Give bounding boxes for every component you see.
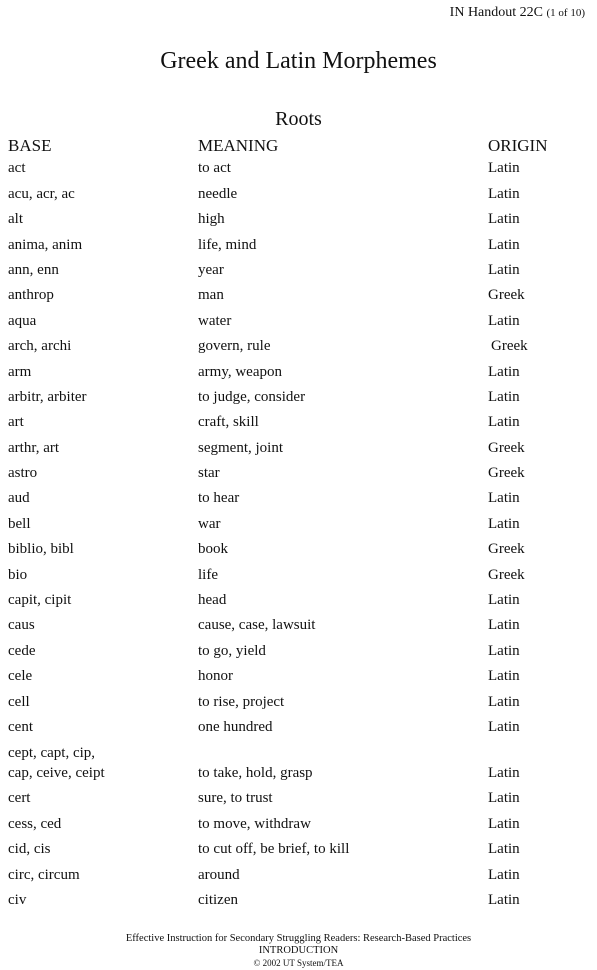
base-cell-line: cap, ceive, ceipt bbox=[8, 764, 105, 781]
column-header-base: BASE bbox=[8, 136, 52, 155]
meaning-cell: to move, withdraw bbox=[198, 815, 311, 832]
meaning-cell: head bbox=[198, 592, 227, 609]
meaning-cell: star bbox=[198, 465, 220, 482]
table-row bbox=[0, 839, 597, 864]
page-count: (1 of 10) bbox=[546, 7, 585, 19]
origin-cell: Latin bbox=[488, 866, 520, 883]
meaning-cell: life bbox=[198, 566, 218, 583]
base-cell: capit, cipit bbox=[8, 592, 72, 609]
base-cell: cid, cis bbox=[8, 841, 51, 858]
base-cell: civ bbox=[8, 891, 27, 908]
meaning-cell: one hundred bbox=[198, 718, 273, 735]
origin-cell: Latin bbox=[488, 891, 520, 908]
table-row bbox=[0, 691, 597, 716]
origin-cell: Greek bbox=[488, 439, 525, 456]
column-header-origin: ORIGIN bbox=[488, 136, 548, 155]
base-cell: cess, ced bbox=[8, 815, 62, 832]
meaning-cell: water bbox=[198, 312, 232, 329]
origin-cell: Latin bbox=[488, 764, 520, 781]
table-row bbox=[0, 209, 597, 234]
base-cell: ann, enn bbox=[8, 261, 59, 278]
origin-cell: Latin bbox=[488, 515, 520, 532]
origin-cell: Latin bbox=[488, 642, 520, 659]
table-row bbox=[0, 666, 597, 691]
origin-cell: Greek bbox=[488, 541, 525, 558]
origin-cell: Latin bbox=[488, 718, 520, 735]
column-header-meaning: MEANING bbox=[198, 136, 279, 155]
page-footer bbox=[0, 933, 597, 969]
base-cell: arm bbox=[8, 363, 32, 380]
origin-cell: Latin bbox=[488, 185, 520, 202]
base-cell: cent bbox=[8, 718, 33, 735]
table-row bbox=[0, 788, 597, 813]
meaning-cell: to rise, project bbox=[198, 693, 285, 710]
base-cell: biblio, bibl bbox=[8, 541, 74, 558]
meaning-cell: sure, to trust bbox=[198, 790, 273, 807]
table-row bbox=[0, 260, 597, 285]
base-cell: acu, acr, ac bbox=[8, 185, 75, 202]
meaning-cell: needle bbox=[198, 185, 238, 202]
base-cell-line: cept, capt, cip, bbox=[8, 744, 96, 761]
table-row bbox=[0, 615, 597, 640]
origin-cell: Latin bbox=[488, 815, 520, 832]
base-cell: alt bbox=[8, 211, 23, 228]
meaning-cell: year bbox=[198, 261, 224, 278]
origin-cell: Latin bbox=[488, 668, 520, 685]
origin-cell: Latin bbox=[488, 490, 520, 507]
table-row bbox=[0, 387, 597, 412]
meaning-cell: cause, case, lawsuit bbox=[198, 617, 316, 634]
base-cell: anthrop bbox=[8, 287, 54, 304]
table-row bbox=[0, 158, 597, 183]
table-row bbox=[0, 590, 597, 615]
meaning-cell: army, weapon bbox=[198, 363, 282, 380]
meaning-cell: to act bbox=[198, 160, 231, 177]
origin-cell: Latin bbox=[488, 592, 520, 609]
base-cell: astro bbox=[8, 465, 38, 482]
origin-cell: Greek bbox=[488, 566, 525, 583]
handout-reference bbox=[450, 5, 585, 21]
handout-id: IN Handout 22C bbox=[449, 5, 543, 20]
table-row bbox=[0, 412, 597, 437]
base-cell: aqua bbox=[8, 312, 37, 329]
table-row bbox=[0, 717, 597, 742]
footer-section: INTRODUCTION bbox=[258, 945, 339, 956]
meaning-cell: to cut off, be brief, to kill bbox=[198, 841, 350, 858]
origin-cell: Latin bbox=[488, 693, 520, 710]
meaning-cell: high bbox=[198, 211, 225, 228]
meaning-cell: honor bbox=[198, 668, 233, 685]
meaning-cell: to hear bbox=[198, 490, 240, 507]
table-row bbox=[0, 864, 597, 889]
table-row bbox=[0, 234, 597, 259]
table-row bbox=[0, 437, 597, 462]
origin-cell: Latin bbox=[488, 617, 520, 634]
origin-cell: Latin bbox=[488, 363, 520, 380]
base-cell: bell bbox=[8, 515, 31, 532]
base-cell: arch, archi bbox=[8, 338, 72, 355]
meaning-cell: to go, yield bbox=[198, 642, 266, 659]
table-row bbox=[0, 488, 597, 513]
meaning-cell: book bbox=[198, 541, 228, 558]
table-row bbox=[0, 285, 597, 310]
origin-cell: Latin bbox=[488, 790, 520, 807]
table-row bbox=[0, 361, 597, 386]
origin-cell: Greek bbox=[491, 338, 528, 355]
table-row bbox=[0, 890, 597, 915]
morpheme-table bbox=[0, 158, 597, 915]
meaning-cell: to take, hold, grasp bbox=[198, 764, 313, 781]
origin-cell: Latin bbox=[488, 841, 520, 858]
footer-copyright: © 2002 UT System/TEA bbox=[253, 958, 344, 968]
origin-cell: Greek bbox=[488, 465, 525, 482]
meaning-cell: segment, joint bbox=[198, 439, 283, 456]
origin-cell: Latin bbox=[488, 211, 520, 228]
origin-cell: Greek bbox=[488, 287, 525, 304]
base-cell: arbitr, arbiter bbox=[8, 388, 87, 405]
base-cell: bio bbox=[8, 566, 28, 583]
base-cell: circ, circum bbox=[8, 866, 80, 883]
table-row bbox=[0, 539, 597, 564]
meaning-cell: around bbox=[198, 866, 240, 883]
table-row bbox=[0, 640, 597, 665]
base-cell: cede bbox=[8, 642, 36, 659]
meaning-cell: govern, rule bbox=[198, 338, 271, 355]
table-row bbox=[0, 336, 597, 361]
origin-cell: Latin bbox=[488, 388, 520, 405]
base-cell: art bbox=[8, 414, 24, 431]
base-cell: aud bbox=[8, 490, 30, 507]
meaning-cell: to judge, consider bbox=[198, 388, 306, 405]
table-row bbox=[0, 564, 597, 589]
table-row bbox=[0, 310, 597, 335]
origin-cell: Latin bbox=[488, 312, 520, 329]
section-title: Roots bbox=[275, 108, 322, 130]
table-row bbox=[0, 463, 597, 488]
base-cell: cele bbox=[8, 668, 33, 685]
origin-cell: Latin bbox=[488, 236, 520, 253]
base-cell: act bbox=[8, 160, 26, 177]
meaning-cell: life, mind bbox=[198, 236, 257, 253]
document-title: Greek and Latin Morphemes bbox=[160, 48, 437, 74]
base-cell: caus bbox=[8, 617, 35, 634]
meaning-cell: citizen bbox=[198, 891, 238, 908]
footer-publication: Effective Instruction for Secondary Struggling Readers: Research-Based Practices bbox=[125, 933, 472, 944]
origin-cell: Latin bbox=[488, 414, 520, 431]
origin-cell: Latin bbox=[488, 160, 520, 177]
table-row bbox=[0, 183, 597, 208]
base-cell bbox=[8, 743, 105, 783]
base-cell: cell bbox=[8, 693, 30, 710]
table-row bbox=[0, 513, 597, 538]
meaning-cell: man bbox=[198, 287, 224, 304]
meaning-cell: craft, skill bbox=[198, 414, 259, 431]
meaning-cell: war bbox=[198, 515, 221, 532]
base-cell: arthr, art bbox=[8, 439, 60, 456]
table-row bbox=[0, 813, 597, 838]
base-cell: anima, anim bbox=[8, 236, 83, 253]
origin-cell: Latin bbox=[488, 261, 520, 278]
table-row bbox=[0, 742, 597, 788]
base-cell: cert bbox=[8, 790, 31, 807]
